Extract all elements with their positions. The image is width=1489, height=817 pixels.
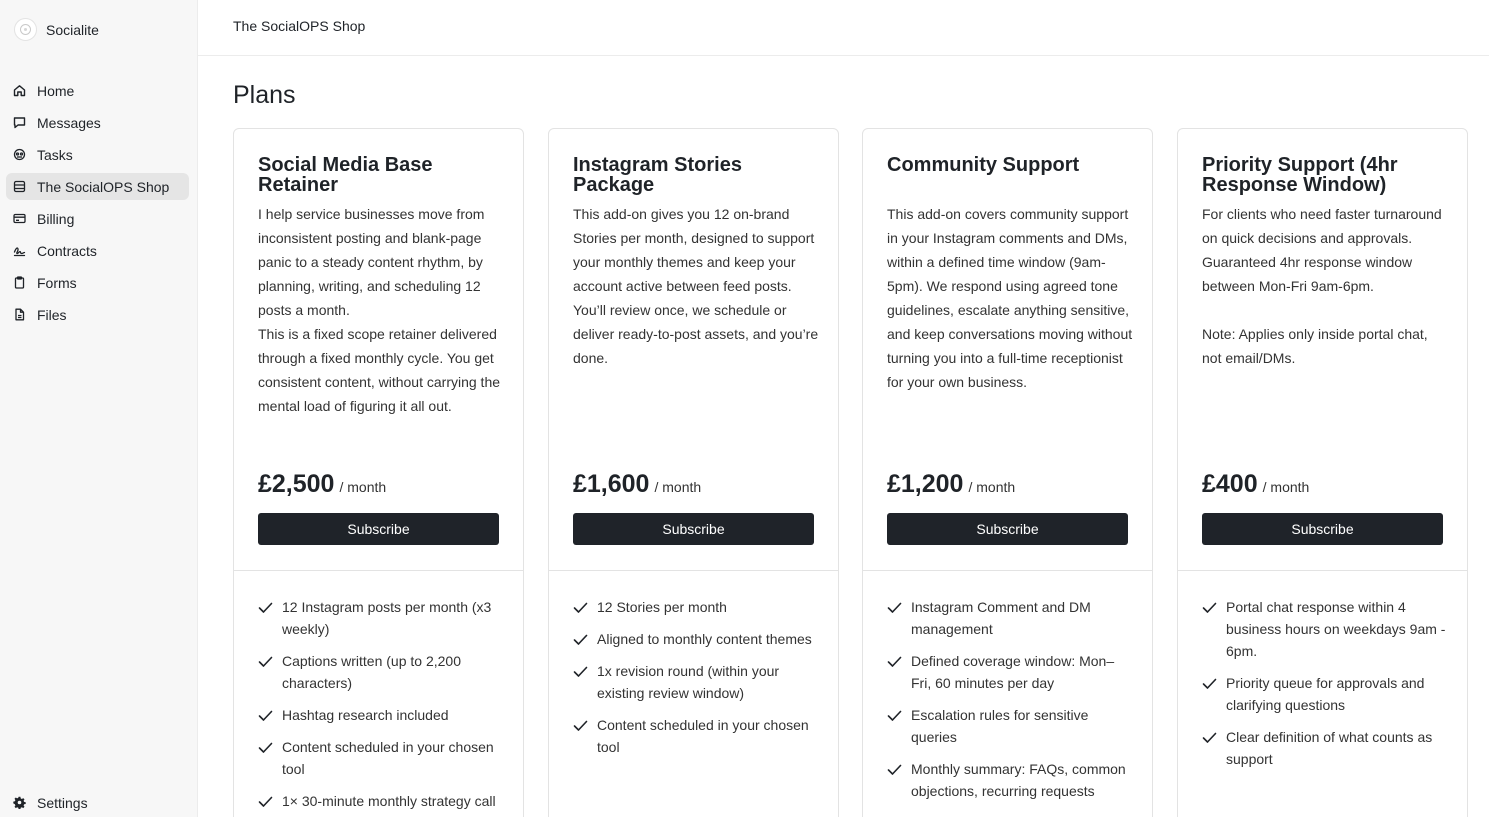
subscribe-button[interactable]: Subscribe (887, 513, 1128, 545)
gear-icon (13, 796, 26, 809)
brand[interactable] (14, 18, 99, 41)
plan-price (887, 470, 1015, 499)
price-period: / month (1262, 479, 1310, 495)
check-icon (258, 790, 274, 812)
sidebar-item-label: Contracts (37, 242, 97, 259)
sidebar-item-label: Billing (37, 210, 75, 227)
plan-title: Instagram Stories Package (573, 154, 742, 196)
feature-text: Escalation rules for sensitive queries (911, 707, 1089, 745)
message-icon (13, 116, 26, 129)
check-icon (573, 596, 589, 618)
feature-item (258, 736, 504, 780)
feature-item (887, 650, 1133, 694)
feature-text: Monthly summary: FAQs, common objections, recurring requests (911, 761, 1126, 799)
sidebar-item-home[interactable] (6, 77, 189, 104)
plan-price (573, 470, 701, 499)
feature-text: 1x revision round (within your existing review window) (597, 663, 780, 701)
plan-description: I help service businesses move from inconsistent posting and blank-page panic to a steady content rhythm, by planning, writing, and scheduling 12 posts a month. This is a fixed scope retainer delivered through a fixed monthly cycle. You get consistent content, without carrying the mental load of figuring it all out. (258, 206, 501, 414)
billing-icon (13, 212, 26, 225)
sidebar (0, 0, 198, 817)
plan-card (548, 128, 839, 817)
header-title: The SocialOPS Shop (233, 17, 366, 34)
feature-item (1202, 672, 1448, 716)
sidebar-item-messages[interactable] (6, 109, 189, 136)
sidebar-item-label: Forms (37, 274, 77, 291)
sidebar-item-label: Tasks (37, 146, 73, 163)
subscribe-button[interactable]: Subscribe (573, 513, 814, 545)
home-icon (13, 84, 26, 97)
sidebar-item-shop[interactable] (6, 173, 189, 200)
check-icon (573, 714, 589, 736)
check-icon (887, 758, 903, 780)
sidebar-item-label: Home (37, 82, 75, 99)
feature-item (887, 596, 1133, 640)
price-amount: £1,200 (887, 470, 964, 498)
plan-title: Social Media Base Retainer (258, 154, 433, 196)
plan-title: Community Support (887, 154, 1080, 176)
check-icon (573, 660, 589, 682)
feature-list (258, 596, 504, 817)
app-name: Socialite (46, 21, 99, 38)
sidebar-item-label: Files (37, 306, 67, 323)
check-icon (258, 736, 274, 758)
feature-text: 12 Instagram posts per month (x3 weekly) (282, 599, 492, 637)
check-icon (1202, 726, 1218, 748)
plan-description: This add-on gives you 12 on-brand Stories per month, designed to support your monthly themes and keep your account active between feed posts. You’ll review once, we schedule or deliver ready-to-post assets, and you’re done. (573, 206, 819, 366)
feature-item (573, 660, 819, 704)
topbar (198, 0, 1489, 56)
feature-list (573, 596, 819, 768)
plan-card-header (1178, 129, 1467, 571)
sidebar-item-billing[interactable] (6, 205, 189, 232)
page-title: Plans (233, 81, 296, 109)
feature-text: Content scheduled in your chosen tool (597, 717, 809, 755)
price-period: / month (339, 479, 387, 495)
feature-item (1202, 726, 1448, 770)
check-icon (258, 704, 274, 726)
clipboard-icon (13, 276, 26, 289)
feature-text: Clear definition of what counts as support (1226, 729, 1433, 767)
feature-list (887, 596, 1133, 812)
feature-item (573, 596, 819, 618)
price-amount: £2,500 (258, 470, 335, 498)
shop-icon (13, 180, 26, 193)
feature-item (258, 650, 504, 694)
feature-item (573, 628, 819, 650)
plan-card-header (549, 129, 838, 571)
tasks-icon (13, 148, 26, 161)
check-icon (887, 650, 903, 672)
price-amount: £1,600 (573, 470, 650, 498)
sidebar-item-label: The SocialOPS Shop (37, 178, 170, 195)
plan-price (258, 470, 386, 499)
feature-item (1202, 596, 1448, 662)
feature-item (887, 704, 1133, 748)
plan-card-header (863, 129, 1152, 571)
feature-text: Defined coverage window: Mon–Fri, 60 minutes per day (911, 653, 1115, 691)
feature-item (258, 596, 504, 640)
check-icon (573, 628, 589, 650)
check-icon (258, 650, 274, 672)
plan-card (862, 128, 1153, 817)
feature-text: 12 Stories per month (597, 599, 727, 615)
contract-icon (13, 244, 26, 257)
check-icon (887, 704, 903, 726)
feature-text: Captions written (up to 2,200 characters) (282, 653, 461, 691)
feature-text: Priority queue for approvals and clarifying questions (1226, 675, 1425, 713)
plan-card (233, 128, 524, 817)
plan-title: Priority Support (4hr Response Window) (1202, 154, 1398, 196)
plan-description: For clients who need faster turnaround on quick decisions and approvals. Guaranteed 4hr response window between Mon-Fri 9am-6pm. Note: Applies only inside portal chat, not email/DMs. (1202, 206, 1442, 366)
sidebar-item-files[interactable] (6, 301, 189, 328)
sidebar-item-label: Messages (37, 114, 101, 131)
price-period: / month (968, 479, 1016, 495)
plan-card (1177, 128, 1468, 817)
sidebar-item-contracts[interactable] (6, 237, 189, 264)
sidebar-nav (6, 77, 189, 333)
price-period: / month (654, 479, 702, 495)
feature-item (887, 758, 1133, 802)
check-icon (258, 596, 274, 618)
check-icon (1202, 672, 1218, 694)
file-icon (13, 308, 26, 321)
plan-card-header (234, 129, 523, 571)
subscribe-button[interactable]: Subscribe (1202, 513, 1443, 545)
feature-text: Instagram Comment and DM management (911, 599, 1091, 637)
sidebar-item-tasks[interactable] (6, 141, 189, 168)
feature-text: 1× 30-minute monthly strategy call (282, 793, 496, 809)
plan-description: This add-on covers community support in your Instagram comments and DMs, within a defined time window (9am-5pm). We respond using agreed tone guidelines, escalate anything sensitive, and keep conversations moving without turning you into a full-time receptionist for your own business. (887, 206, 1133, 390)
price-amount: £400 (1202, 470, 1258, 498)
sidebar-item-settings[interactable] (6, 789, 189, 816)
feature-text: Portal chat response within 4 business hours on weekdays 9am - 6pm. (1226, 599, 1446, 659)
plan-price (1202, 470, 1309, 499)
sidebar-item-label: Settings (37, 794, 88, 811)
feature-text: Content scheduled in your chosen tool (282, 739, 494, 777)
check-icon (1202, 596, 1218, 618)
sidebar-item-forms[interactable] (6, 269, 189, 296)
check-icon (887, 596, 903, 618)
feature-list (1202, 596, 1448, 780)
brand-logo-icon (14, 18, 37, 41)
feature-text: Aligned to monthly content themes (597, 631, 812, 647)
feature-item (573, 714, 819, 758)
subscribe-button[interactable]: Subscribe (258, 513, 499, 545)
feature-item (258, 704, 504, 726)
feature-item (258, 790, 504, 812)
feature-text: Hashtag research included (282, 707, 449, 723)
